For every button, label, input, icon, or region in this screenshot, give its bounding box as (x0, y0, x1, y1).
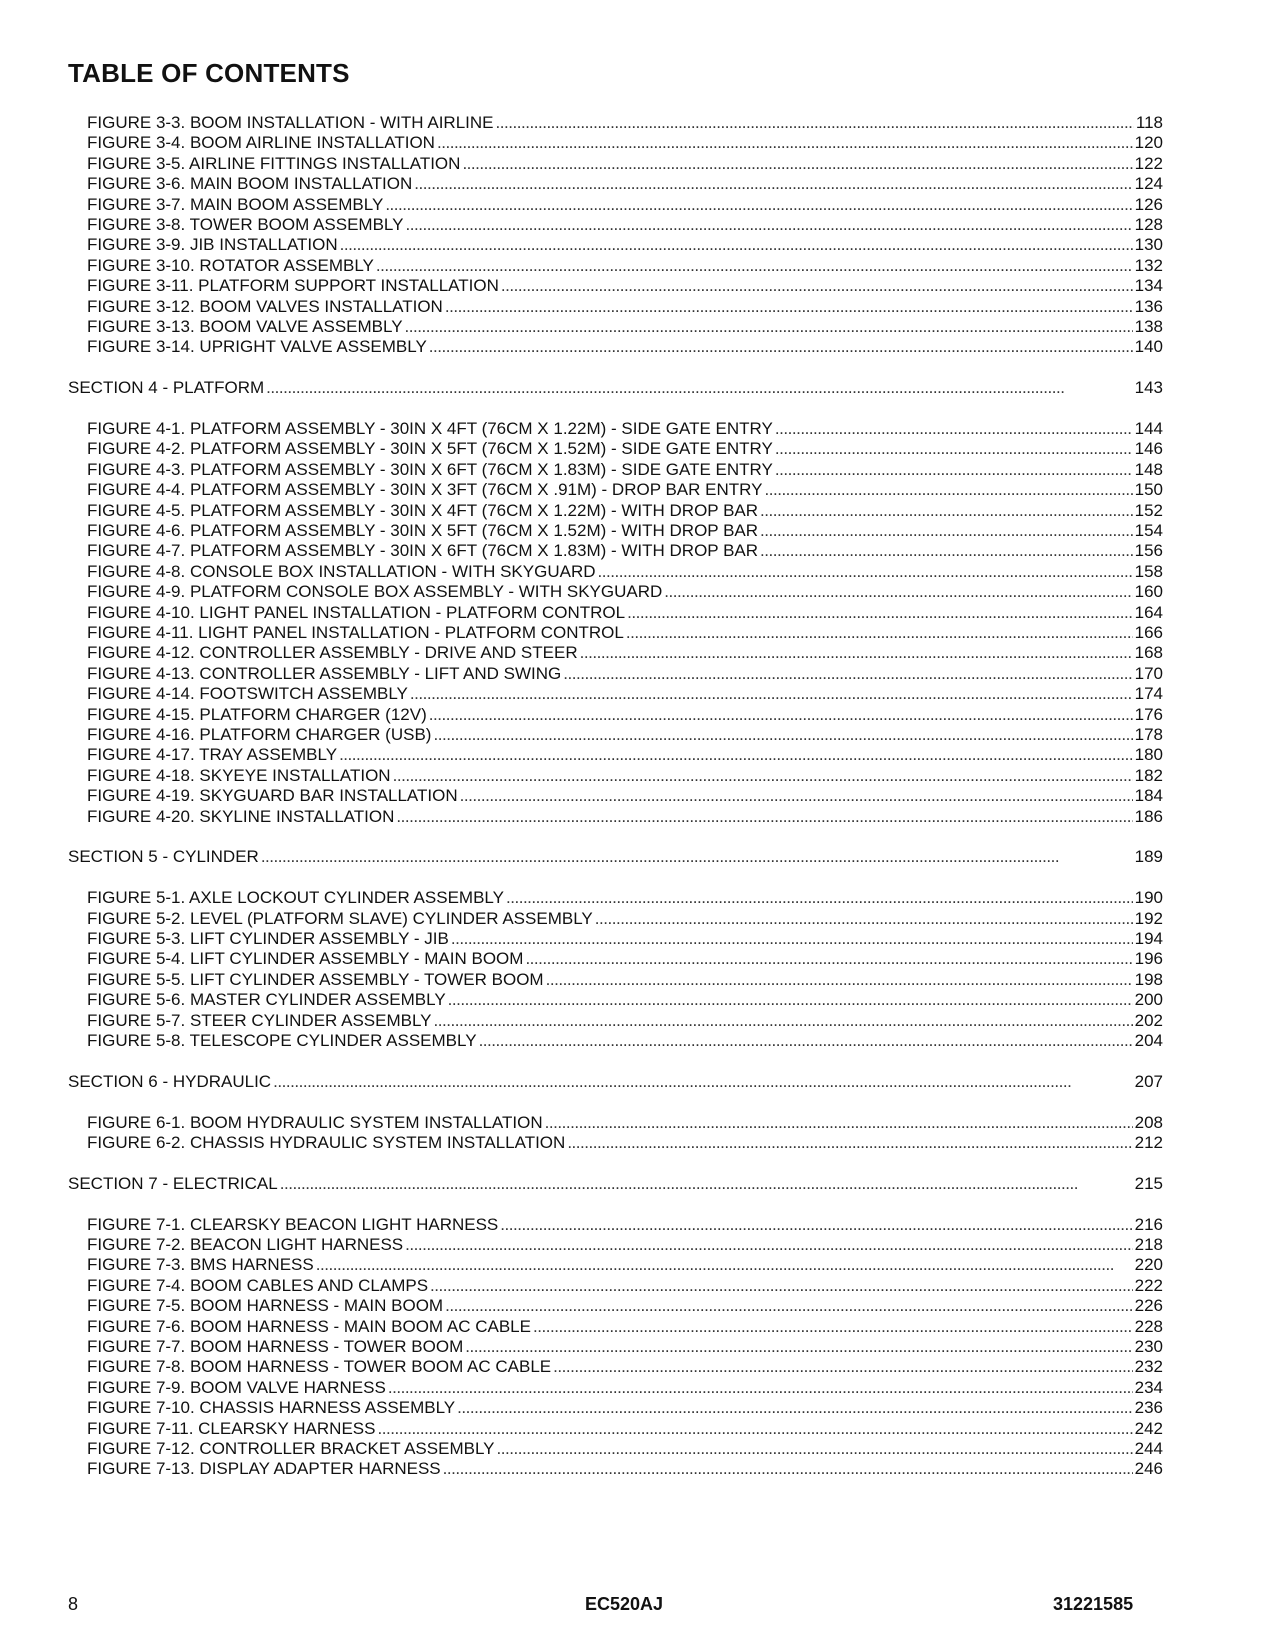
toc-entry-page: 118 (1135, 113, 1163, 132)
toc-entry-page: 196 (1134, 949, 1163, 968)
toc-entry-page: 122 (1134, 154, 1163, 173)
toc-figure-entry (87, 888, 1163, 908)
toc-figure-entry (87, 725, 1163, 745)
toc-entry-label: FIGURE 6-2. CHASSIS HYDRAULIC SYSTEM INSTALLATION (87, 1133, 566, 1152)
dot-leader (595, 909, 1133, 929)
toc-entry-page: 130 (1134, 235, 1163, 254)
toc-entry-label: FIGURE 3-5. AIRLINE FITTINGS INSTALLATION (87, 154, 461, 173)
toc-entry-label: FIGURE 3-6. MAIN BOOM INSTALLATION (87, 174, 413, 193)
dot-leader (433, 725, 1132, 745)
dot-leader (405, 215, 1132, 235)
toc-figure-entry (87, 1276, 1163, 1296)
dot-leader (376, 256, 1133, 276)
dot-leader (495, 113, 1133, 133)
toc-figure-entry (87, 133, 1163, 153)
toc-entry-page: 124 (1134, 174, 1163, 193)
dot-leader (497, 1439, 1133, 1459)
toc-entry-label: SECTION 6 - HYDRAULIC (68, 1072, 272, 1091)
toc-figure-entry (87, 1296, 1163, 1316)
toc-entry-label: FIGURE 5-7. STEER CYLINDER ASSEMBLY (87, 1011, 432, 1030)
dot-leader (533, 1317, 1133, 1337)
toc-entry-page: 140 (1134, 337, 1163, 356)
dot-leader (546, 970, 1133, 990)
toc-figure-entry (87, 623, 1163, 643)
dot-leader (580, 643, 1133, 663)
toc-figure-entry (87, 521, 1163, 541)
toc-figure-entry (87, 317, 1163, 337)
toc-entry-label: FIGURE 3-7. MAIN BOOM ASSEMBLY (87, 195, 384, 214)
toc-entry-page: 144 (1134, 419, 1163, 438)
toc-entry-page: 198 (1134, 970, 1163, 989)
toc-figure-entry (87, 1133, 1163, 1153)
toc-entry-page: 143 (1134, 378, 1163, 397)
dot-leader (501, 276, 1133, 296)
toc-figure-entry (87, 786, 1163, 806)
dot-leader (448, 990, 1133, 1010)
toc-entry-page: 230 (1134, 1337, 1163, 1356)
toc-entry-page: 158 (1134, 562, 1163, 581)
toc-figure-entry (87, 439, 1163, 459)
toc-figure-entry (87, 1255, 1163, 1275)
dot-leader (405, 1235, 1132, 1255)
toc-entry-label: FIGURE 3-9. JIB INSTALLATION (87, 235, 338, 254)
dot-leader (430, 1276, 1133, 1296)
toc-entry-page: 228 (1134, 1317, 1163, 1336)
toc-entry-page: 215 (1134, 1174, 1163, 1193)
toc-entry-label: FIGURE 5-6. MASTER CYLINDER ASSEMBLY (87, 990, 446, 1009)
toc-entry-page: 234 (1134, 1378, 1163, 1397)
toc-entry-page: 236 (1134, 1398, 1163, 1417)
toc-figure-entry (87, 603, 1163, 623)
toc-entry-label: FIGURE 7-8. BOOM HARNESS - TOWER BOOM AC CABLE (87, 1357, 552, 1376)
toc-entry-label: FIGURE 7-4. BOOM CABLES AND CLAMPS (87, 1276, 429, 1295)
toc-entry-page: 152 (1134, 501, 1163, 520)
dot-leader (553, 1357, 1133, 1377)
toc-figure-entry (87, 970, 1163, 990)
toc-entry-label: FIGURE 4-13. CONTROLLER ASSEMBLY - LIFT AND SWING (87, 664, 562, 683)
toc-entry-page: 166 (1134, 623, 1163, 642)
toc-entry-label: FIGURE 3-10. ROTATOR ASSEMBLY (87, 256, 374, 275)
dot-leader (393, 766, 1133, 786)
dot-leader (385, 195, 1132, 215)
dot-leader (451, 929, 1133, 949)
toc-entry-label: FIGURE 4-6. PLATFORM ASSEMBLY - 30IN X 5FT (76CM X 1.52M) - WITH DROP BAR (87, 521, 759, 540)
toc-figure-entry (87, 745, 1163, 765)
toc-entry-label: FIGURE 5-8. TELESCOPE CYLINDER ASSEMBLY (87, 1031, 477, 1050)
toc-entry-label: FIGURE 7-5. BOOM HARNESS - MAIN BOOM (87, 1296, 444, 1315)
toc-figure-entry (87, 235, 1163, 255)
toc-entry-label: SECTION 5 - CYLINDER (68, 847, 259, 866)
toc-entry-page: 138 (1134, 317, 1163, 336)
toc-entry-page: 180 (1134, 745, 1163, 764)
toc-entry-page: 218 (1134, 1235, 1163, 1254)
toc-figure-entry (87, 113, 1163, 133)
toc-figure-entry (87, 297, 1163, 317)
toc-entry-page: 178 (1134, 725, 1163, 744)
dot-leader (457, 1398, 1132, 1418)
toc-figure-entry (87, 705, 1163, 725)
toc-figure-entry (87, 195, 1163, 215)
toc-figure-entry (87, 337, 1163, 357)
toc-entry-label: FIGURE 7-1. CLEARSKY BEACON LIGHT HARNESS (87, 1215, 499, 1234)
footer-model: EC520AJ (585, 1594, 664, 1614)
footer-page-number: 8 (68, 1594, 79, 1614)
toc-entry-label: FIGURE 7-3. BMS HARNESS (87, 1255, 314, 1274)
toc-entry-page: 222 (1134, 1276, 1163, 1295)
toc-entry-label: FIGURE 4-17. TRAY ASSEMBLY (87, 745, 338, 764)
toc-entry-label: FIGURE 7-2. BEACON LIGHT HARNESS (87, 1235, 404, 1254)
toc-entry-page: 184 (1134, 786, 1163, 805)
toc-entry-label: FIGURE 5-4. LIFT CYLINDER ASSEMBLY - MAIN BOOM (87, 949, 524, 968)
toc-figure-entry (87, 215, 1163, 235)
toc-entry-page: 126 (1134, 195, 1163, 214)
toc-entry-page: 182 (1134, 766, 1163, 785)
toc-entry-label: FIGURE 4-4. PLATFORM ASSEMBLY - 30IN X 3FT (76CM X .91M) - DROP BAR ENTRY (87, 480, 763, 499)
toc-figure-entry (87, 643, 1163, 663)
dot-leader (434, 1011, 1133, 1031)
dot-leader (460, 786, 1133, 806)
toc-entry-page: 128 (1134, 215, 1163, 234)
toc-figure-entry (87, 541, 1163, 561)
toc-figure-entry (87, 1378, 1163, 1398)
toc-entry-page: 226 (1134, 1296, 1163, 1315)
toc-figure-entry (87, 276, 1163, 296)
dot-leader (396, 807, 1132, 827)
toc-entry-page: 216 (1134, 1215, 1163, 1234)
toc-figure-entry (87, 480, 1163, 500)
toc-figure-entry (87, 1337, 1163, 1357)
dot-leader (479, 1031, 1133, 1051)
toc-entry-label: FIGURE 7-6. BOOM HARNESS - MAIN BOOM AC CABLE (87, 1317, 531, 1336)
toc-entry-label: FIGURE 4-18. SKYEYE INSTALLATION (87, 766, 391, 785)
dot-leader (462, 154, 1132, 174)
toc-figure-entry (87, 1398, 1163, 1418)
toc-figure-entry (87, 562, 1163, 582)
toc-entry-label: FIGURE 4-1. PLATFORM ASSEMBLY - 30IN X 4FT (76CM X 1.22M) - SIDE GATE ENTRY (87, 419, 773, 438)
toc-entry-page: 208 (1134, 1113, 1163, 1132)
toc-figure-entry (87, 1011, 1163, 1031)
toc-figure-entry (87, 664, 1163, 684)
toc-figure-entry (87, 949, 1163, 969)
toc-entry-page: 160 (1134, 582, 1163, 601)
footer-document-number: 31221585 (1053, 1594, 1134, 1614)
dot-leader (377, 1419, 1132, 1439)
dot-leader (266, 378, 1132, 398)
toc-entry-page: 148 (1134, 460, 1163, 479)
dot-leader (405, 317, 1133, 337)
toc-entry-label: FIGURE 4-10. LIGHT PANEL INSTALLATION - PLATFORM CONTROL (87, 603, 626, 622)
toc-figure-entry (87, 1031, 1163, 1051)
toc-entry-label: FIGURE 3-8. TOWER BOOM ASSEMBLY (87, 215, 404, 234)
toc-entry-label: FIGURE 3-3. BOOM INSTALLATION - WITH AIRLINE (87, 113, 494, 132)
toc-entry-page: 176 (1134, 705, 1163, 724)
toc-figure-entry (87, 501, 1163, 521)
toc-entry-label: FIGURE 4-9. PLATFORM CONSOLE BOX ASSEMBLY - WITH SKYGUARD (87, 582, 663, 601)
toc-entry-page: 186 (1134, 807, 1163, 826)
toc-entry-label: FIGURE 3-4. BOOM AIRLINE INSTALLATION (87, 133, 435, 152)
toc-entry-label: FIGURE 4-20. SKYLINE INSTALLATION (87, 807, 395, 826)
toc-entry-label: FIGURE 3-14. UPRIGHT VALVE ASSEMBLY (87, 337, 427, 356)
toc-entry-page: 190 (1134, 888, 1163, 907)
toc-entry-page: 202 (1134, 1011, 1163, 1030)
dot-leader (760, 501, 1133, 521)
toc-entry-page: 189 (1134, 847, 1163, 866)
toc-entry-page: 220 (1134, 1255, 1163, 1274)
dot-leader (664, 582, 1132, 602)
dot-leader (414, 174, 1132, 194)
toc-figure-entry (87, 1235, 1163, 1255)
dot-leader (500, 1215, 1132, 1235)
toc-figure-entry (87, 174, 1163, 194)
dot-leader (445, 1296, 1133, 1316)
toc-entry-label: FIGURE 4-2. PLATFORM ASSEMBLY - 30IN X 5FT (76CM X 1.52M) - SIDE GATE ENTRY (87, 439, 773, 458)
dot-leader (261, 847, 1133, 867)
toc-entry-page: 194 (1134, 929, 1163, 948)
toc-figure-entry (87, 929, 1163, 949)
toc-figure-entry (87, 419, 1163, 439)
toc-entry-label: FIGURE 7-12. CONTROLLER BRACKET ASSEMBLY (87, 1439, 495, 1458)
toc-figure-entry (87, 909, 1163, 929)
dot-leader (465, 1337, 1132, 1357)
toc-entry-label: SECTION 7 - ELECTRICAL (68, 1174, 278, 1193)
dot-leader (506, 888, 1133, 908)
dot-leader (567, 1133, 1132, 1153)
toc-section-entry (68, 1174, 1163, 1194)
toc-entry-page: 136 (1134, 297, 1163, 316)
dot-leader (316, 1255, 1133, 1275)
toc-section-entry (68, 847, 1163, 867)
toc-entry-label: FIGURE 5-2. LEVEL (PLATFORM SLAVE) CYLINDER ASSEMBLY (87, 909, 593, 928)
toc-figure-entry (87, 256, 1163, 276)
dot-leader (545, 1113, 1133, 1133)
dot-leader (445, 297, 1133, 317)
toc-entry-label: FIGURE 7-13. DISPLAY ADAPTER HARNESS (87, 1459, 441, 1478)
toc-figure-entry (87, 684, 1163, 704)
toc-entry-page: 192 (1134, 909, 1163, 928)
toc-entry-label: FIGURE 4-11. LIGHT PANEL INSTALLATION - PLATFORM CONTROL (87, 623, 624, 642)
dot-leader (626, 623, 1133, 643)
dot-leader (760, 521, 1133, 541)
toc-entry-page: 154 (1134, 521, 1163, 540)
dot-leader (525, 949, 1132, 969)
toc-entry-label: FIGURE 5-5. LIFT CYLINDER ASSEMBLY - TOWER BOOM (87, 970, 544, 989)
toc-entry-page: 168 (1134, 643, 1163, 662)
toc-entry-page: 174 (1134, 684, 1163, 703)
toc-figure-entry (87, 1317, 1163, 1337)
toc-entry-label: FIGURE 7-10. CHASSIS HARNESS ASSEMBLY (87, 1398, 456, 1417)
toc-entry-label: FIGURE 3-12. BOOM VALVES INSTALLATION (87, 297, 443, 316)
dot-leader (429, 705, 1133, 725)
toc-entry-label: FIGURE 4-15. PLATFORM CHARGER (12V) (87, 705, 427, 724)
dot-leader (775, 419, 1133, 439)
page-title: TABLE OF CONTENTS (68, 58, 350, 88)
dot-leader (764, 480, 1132, 500)
toc-figure-entry (87, 154, 1163, 174)
toc-entry-label: FIGURE 3-11. PLATFORM SUPPORT INSTALLATION (87, 276, 499, 295)
toc-entry-label: FIGURE 4-5. PLATFORM ASSEMBLY - 30IN X 4FT (76CM X 1.22M) - WITH DROP BAR (87, 501, 759, 520)
dot-leader (563, 664, 1132, 684)
toc-entry-label: FIGURE 4-12. CONTROLLER ASSEMBLY - DRIVE AND STEER (87, 643, 578, 662)
toc-entry-page: 134 (1134, 276, 1163, 295)
toc-entry-label: FIGURE 5-3. LIFT CYLINDER ASSEMBLY - JIB (87, 929, 449, 948)
toc-entry-page: 200 (1134, 990, 1163, 1009)
dot-leader (340, 235, 1133, 255)
dot-leader (339, 745, 1133, 765)
toc-entry-page: 164 (1134, 603, 1163, 622)
dot-leader (429, 337, 1133, 357)
dot-leader (388, 1378, 1133, 1398)
toc-entry-page: 207 (1134, 1072, 1163, 1091)
toc-entry-page: 212 (1134, 1133, 1163, 1152)
toc-entry-page: 120 (1134, 133, 1163, 152)
dot-leader (760, 541, 1133, 561)
toc-entry-page: 132 (1134, 256, 1163, 275)
toc-figure-entry (87, 807, 1163, 827)
toc-entry-label: FIGURE 6-1. BOOM HYDRAULIC SYSTEM INSTALLATION (87, 1113, 543, 1132)
toc-figure-entry (87, 1439, 1163, 1459)
toc-section-entry (68, 378, 1163, 398)
dot-leader (627, 603, 1133, 623)
toc-figure-entry (87, 1419, 1163, 1439)
toc-entry-page: 156 (1134, 541, 1163, 560)
toc-entry-label: FIGURE 4-3. PLATFORM ASSEMBLY - 30IN X 6FT (76CM X 1.83M) - SIDE GATE ENTRY (87, 460, 773, 479)
toc-figure-entry (87, 1357, 1163, 1377)
toc-entry-label: FIGURE 4-19. SKYGUARD BAR INSTALLATION (87, 786, 458, 805)
toc-entry-label: FIGURE 4-14. FOOTSWITCH ASSEMBLY (87, 684, 408, 703)
toc-section-entry (68, 1072, 1163, 1092)
toc-figure-entry (87, 1215, 1163, 1235)
toc-figure-entry (87, 766, 1163, 786)
toc-entry-label: FIGURE 7-11. CLEARSKY HARNESS (87, 1419, 376, 1438)
dot-leader (280, 1174, 1133, 1194)
toc-entry-label: FIGURE 4-7. PLATFORM ASSEMBLY - 30IN X 6FT (76CM X 1.83M) - WITH DROP BAR (87, 541, 759, 560)
dot-leader (410, 684, 1133, 704)
toc-entry-page: 242 (1134, 1419, 1163, 1438)
toc-entry-page: 246 (1134, 1459, 1163, 1478)
dot-leader (775, 439, 1133, 459)
toc-entry-page: 146 (1134, 439, 1163, 458)
toc-entry-label: FIGURE 7-9. BOOM VALVE HARNESS (87, 1378, 386, 1397)
toc-figure-entry (87, 582, 1163, 602)
toc-entry-page: 204 (1134, 1031, 1163, 1050)
dot-leader (443, 1459, 1133, 1479)
toc-entry-label: FIGURE 3-13. BOOM VALVE ASSEMBLY (87, 317, 403, 336)
toc-entry-label: FIGURE 4-16. PLATFORM CHARGER (USB) (87, 725, 432, 744)
dot-leader (775, 460, 1133, 480)
toc-entry-label: FIGURE 4-8. CONSOLE BOX INSTALLATION - WITH SKYGUARD (87, 562, 596, 581)
toc-figure-entry (87, 1113, 1163, 1133)
toc-entry-page: 170 (1134, 664, 1163, 683)
dot-leader (273, 1072, 1133, 1092)
toc-entry-page: 150 (1134, 480, 1163, 499)
toc-entry-page: 232 (1134, 1357, 1163, 1376)
toc-entry-label: FIGURE 5-1. AXLE LOCKOUT CYLINDER ASSEMBLY (87, 888, 504, 907)
toc-figure-entry (87, 990, 1163, 1010)
toc-figure-entry (87, 1459, 1163, 1479)
toc-entry-label: FIGURE 7-7. BOOM HARNESS - TOWER BOOM (87, 1337, 464, 1356)
toc-entry-label: SECTION 4 - PLATFORM (68, 378, 265, 397)
toc-entry-page: 244 (1134, 1439, 1163, 1458)
dot-leader (598, 562, 1133, 582)
toc-figure-entry (87, 460, 1163, 480)
dot-leader (437, 133, 1133, 153)
